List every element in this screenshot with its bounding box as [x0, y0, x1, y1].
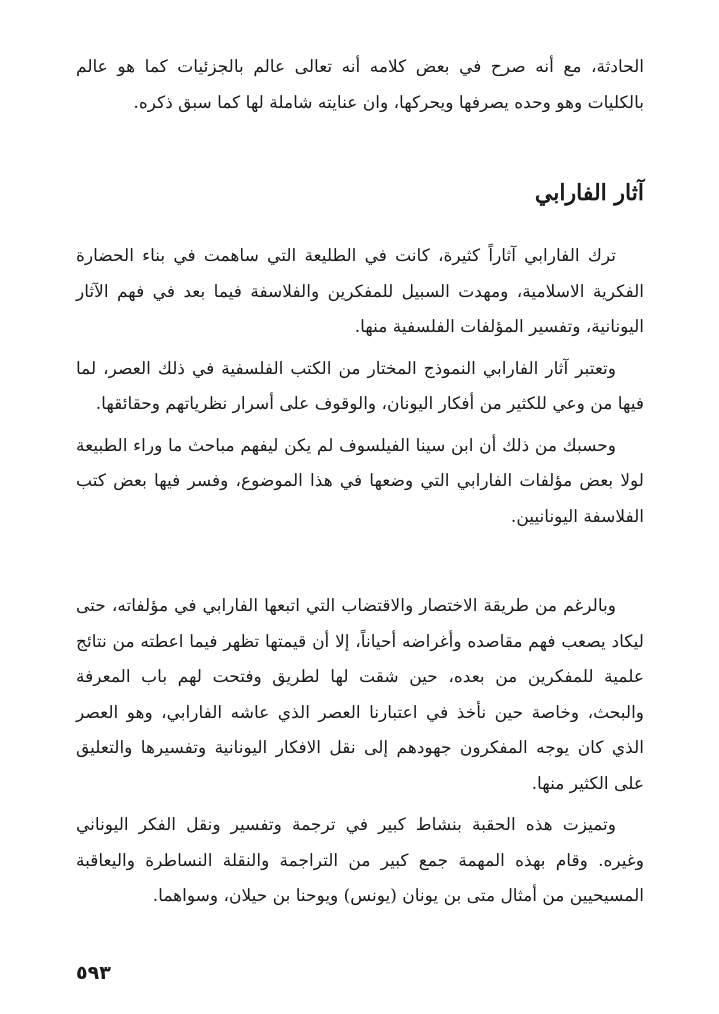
paragraph-3: وحسبك من ذلك أن ابن سينا الفيلسوف لم يكن ليفهم مباحث ما وراء الطبيعة لولا بعض مؤلفات الفارابي التي وضعها في هذا الموضوع، وفسر فيها بعض كتب الفلاسفة اليونانيين.	[76, 435, 644, 527]
spacer	[76, 535, 644, 589]
page-body	[76, 50, 644, 915]
paragraph-4: وبالرغم من طريقة الاختصار والاقتضاب التي اتبعها الفارابي في مؤلفاته، حتى ليكاد يصعب فهم مقاصده وأغراضه أحياناً، إلا أن قيمتها تظهر فيما اعطته من نتائج علمية للمفكرين من بعده، حين شقت لها لطريق وفتحت لهم باب المعرفة والبحث، وخاصة حين نأخذ في اعتبارنا العصر الذي عاشه الفارابي، وهو العصر الذي كان يوجه المفكرون جهودهم إلى نقل الافكار اليونانية وتفسيرها والتعليق على الكثير منها.	[76, 596, 644, 794]
paragraph-1: ترك الفارابي آثاراً كثيرة، كانت في الطليعة التي ساهمت في بناء الحضارة الفكرية الاسلامية، ومهدت السبيل للمفكرين والفلاسفة فيما بعد في فهم الآثار اليونانية، وتفسير المؤلفات الفلسفية منها.	[76, 246, 644, 337]
spacer	[76, 213, 644, 239]
page-number: ٥٩٣	[76, 962, 111, 984]
spacer	[76, 121, 644, 173]
section-heading: آثار الفارابي	[534, 180, 644, 206]
paragraph-continuation: الحادثة، مع أنه صرح في بعض كلامه أنه تعالى عالم بالجزئيات كما هو عالم بالكليات وهو وحده يصرفها ويحركها، وان عنايته شاملة لها كما سبق ذكره.	[76, 57, 644, 113]
paragraph-5: وتميزت هذه الحقبة بنشاط كبير في ترجمة وتفسير ونقل الفكر اليوناني وغيره. وقام بهذه المهمة جمع كبير من التراجمة والنقلة النساطرة واليعاقبة المسيحيين من أمثال متى بن يونان (يونس) ويوحنا بن حيلان، وسواهما.	[76, 815, 644, 906]
paragraph-2: وتعتبر آثار الفارابي النموذج المختار من الكتب الفلسفية في ذلك العصر، لما فيها من وعي للكثير من أفكار اليونان، والوقوف على أسرار نظرياتهم وحقائقها.	[76, 358, 644, 414]
